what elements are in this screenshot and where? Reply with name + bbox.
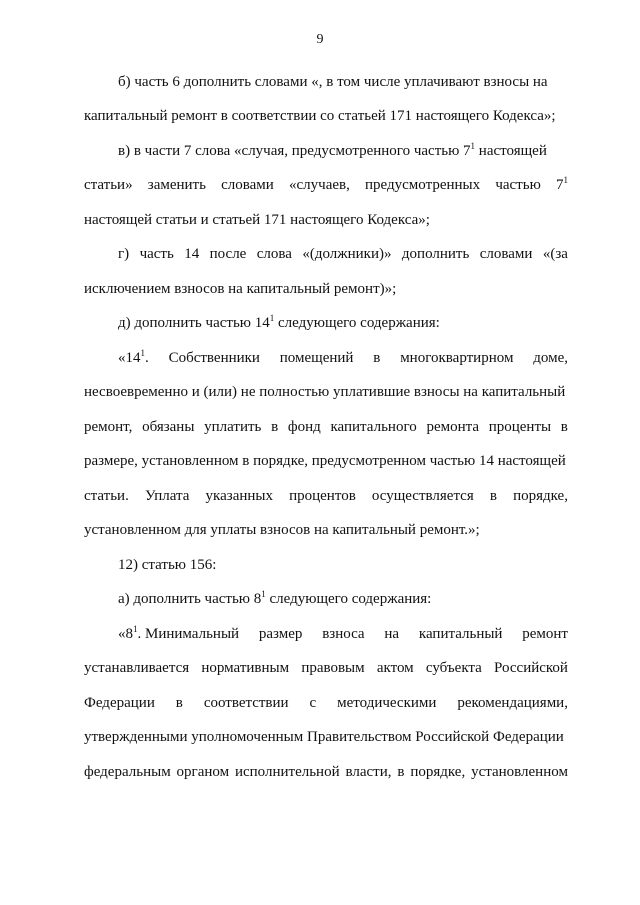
paragraph-a-line-1	[118, 590, 431, 608]
quote-14-line-2: несвоевременно и (или) не полностью уплатившие взносы на капитальный	[84, 384, 566, 400]
word: ремонт,	[84, 419, 133, 435]
word: «случаев,	[289, 177, 350, 193]
word: органом	[176, 764, 230, 780]
quote-14-line-5	[84, 487, 568, 505]
word: правовым	[301, 660, 365, 676]
word: «8	[118, 626, 133, 642]
text-segment: д) дополнить частью 14	[118, 315, 270, 331]
word: после	[209, 246, 247, 262]
word: в	[489, 488, 497, 504]
text-segment: настоящей	[475, 143, 547, 159]
word: капитального	[330, 419, 417, 435]
word: осуществляется	[371, 488, 474, 504]
word: часть	[139, 246, 174, 262]
text-segment: следующего содержания:	[274, 315, 440, 331]
superscript: 1	[563, 175, 568, 185]
superscript: 1	[140, 348, 145, 358]
word: . Минимальный	[137, 626, 240, 642]
word: в	[175, 695, 183, 711]
paragraph-12-line-1: 12) статью 156:	[118, 557, 217, 573]
word: капитальный	[418, 626, 503, 642]
word: Российской	[494, 660, 568, 676]
word-with-sup	[556, 176, 568, 194]
word: Уплата	[144, 488, 190, 504]
quote-8-line-4: утвержденными уполномоченным Правительством Российской Федерации	[84, 729, 564, 745]
word: федеральным	[84, 764, 171, 780]
quote-14-line-4: размере, установленном в порядке, предусмотренном частью 14 настоящей	[84, 453, 566, 469]
word: помещений	[279, 350, 354, 366]
word: ремонт	[522, 626, 568, 642]
paragraph-b-line-1: б) часть 6 дополнить словами «, в том числе уплачивают взносы на	[118, 74, 548, 90]
quote-14-line-6: установленном для уплаты взносов на капитальный ремонт.»;	[84, 522, 480, 538]
word: заменить	[147, 177, 206, 193]
word: на	[384, 626, 400, 642]
word: Собственники	[168, 350, 260, 366]
word: «(за	[542, 246, 568, 262]
word: доме,	[533, 350, 568, 366]
superscript: 1	[133, 624, 138, 634]
page-number: 9	[316, 32, 324, 47]
superscript: 1	[470, 141, 476, 151]
word: ремонта	[426, 419, 480, 435]
word-with-sup	[118, 349, 149, 367]
word: 7	[555, 177, 564, 193]
word: частью	[495, 177, 541, 193]
paragraph-d-line-1	[118, 314, 440, 332]
paragraph-g-line-1	[118, 245, 568, 263]
word: взноса	[322, 626, 365, 642]
word: устанавливается	[84, 660, 190, 676]
word: слова	[256, 246, 292, 262]
word: процентов	[289, 488, 356, 504]
word: обязаны	[142, 419, 195, 435]
word: субъекта	[425, 660, 482, 676]
word: .	[145, 350, 149, 366]
word: «(должники)»	[302, 246, 392, 262]
paragraph-b-line-2: капитальный ремонт в соответствии со статьей 171 настоящего Кодекса»;	[84, 108, 556, 124]
word: г)	[118, 246, 130, 262]
word: с	[309, 695, 317, 711]
word: в	[560, 419, 568, 435]
quote-8-line-2	[84, 659, 568, 677]
word: актом	[376, 660, 414, 676]
word: предусмотренных	[365, 177, 481, 193]
text-segment: а) дополнить частью 8	[118, 591, 262, 607]
quote-14-line-3	[84, 418, 568, 436]
word: власти,	[345, 764, 392, 780]
word: проценты	[488, 419, 552, 435]
quote-8-line-5	[84, 763, 568, 781]
word: исполнительной	[234, 764, 340, 780]
word: установленном	[471, 764, 568, 780]
word: в	[373, 350, 381, 366]
superscript: 1	[261, 589, 266, 599]
word: 14	[184, 246, 200, 262]
word: «14	[118, 350, 141, 366]
word: словами	[479, 246, 533, 262]
word: многоквартирном	[400, 350, 514, 366]
word: словами	[221, 177, 274, 193]
word: размер	[258, 626, 303, 642]
word: Федерации	[84, 695, 155, 711]
word: порядке,	[410, 764, 466, 780]
word: соответствии	[203, 695, 289, 711]
word-with-sup	[118, 625, 239, 643]
superscript: 1	[269, 313, 275, 323]
word: порядке,	[513, 488, 568, 504]
word: рекомендациями,	[457, 695, 568, 711]
text-segment: следующего содержания:	[265, 591, 432, 607]
word: фонд	[287, 419, 321, 435]
word: дополнить	[401, 246, 470, 262]
quote-14-line-1	[118, 349, 568, 367]
quote-8-line-1	[118, 625, 568, 643]
paragraph-v-line-1	[118, 142, 547, 160]
paragraph-v-line-3: настоящей статьи и статьей 171 настоящего Кодекса»;	[84, 212, 430, 228]
word: нормативным	[201, 660, 290, 676]
word: в	[271, 419, 279, 435]
word: указанных	[205, 488, 273, 504]
word: в	[397, 764, 405, 780]
paragraph-v-line-2	[84, 176, 568, 194]
word: статьи»	[84, 177, 133, 193]
quote-8-line-3	[84, 694, 568, 712]
text-segment: в) в части 7 слова «случая, предусмотренного частью 7	[118, 143, 471, 159]
word: уплатить	[204, 419, 262, 435]
word: статьи.	[84, 488, 129, 504]
word: методическими	[337, 695, 437, 711]
paragraph-g-line-2: исключением взносов на капитальный ремонт)»;	[84, 281, 397, 297]
